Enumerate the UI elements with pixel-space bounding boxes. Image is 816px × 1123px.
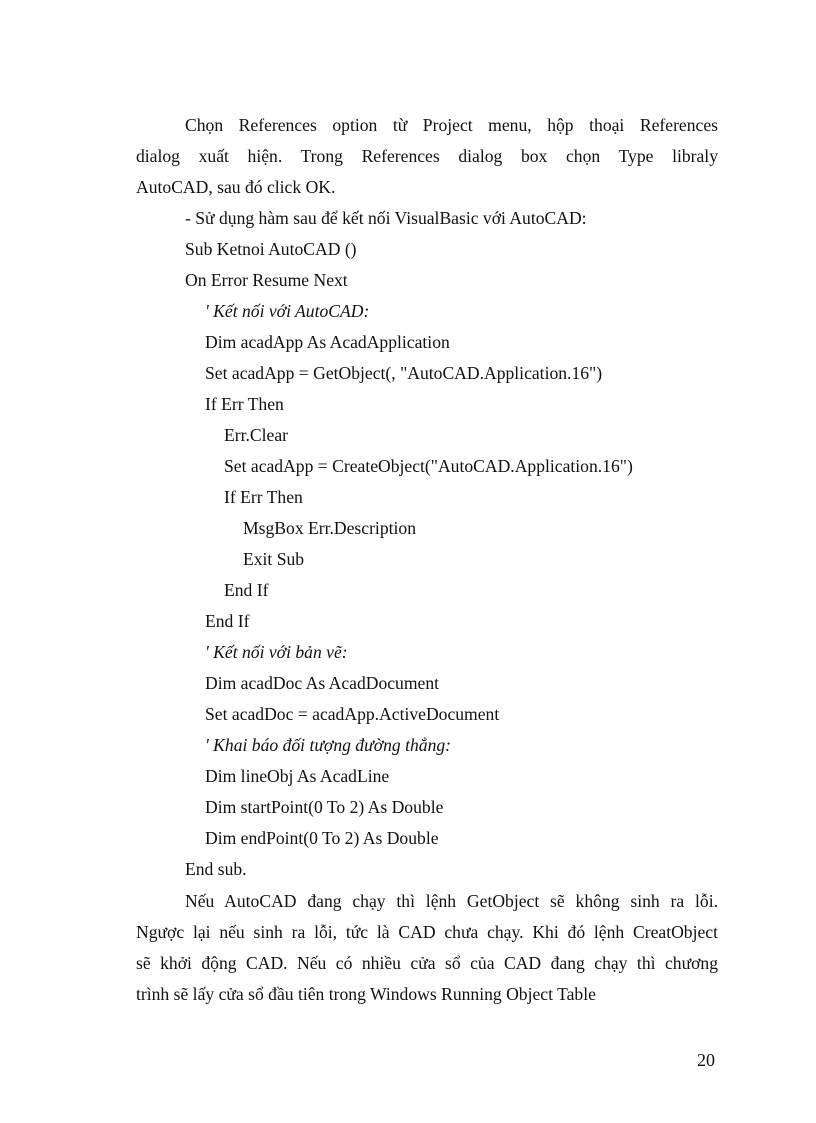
code-line: Exit Sub: [243, 549, 305, 569]
paragraph-line: Nếu AutoCAD đang chạy thì lệnh GetObject sẽ không sinh ra lỗi.: [185, 891, 718, 911]
instruction-line: - Sử dụng hàm sau để kết nối VisualBasic với AutoCAD:: [185, 208, 587, 228]
code-line: Set acadApp = CreateObject("AutoCAD.Application.16"): [224, 456, 633, 476]
code-comment: ' Kết nối với AutoCAD:: [205, 301, 370, 321]
code-line: If Err Then: [224, 487, 303, 507]
code-line: End If: [205, 611, 250, 631]
paragraph-line: Chọn References option từ Project menu, hộp thoại References: [185, 115, 718, 135]
code-line: Dim acadDoc As AcadDocument: [205, 673, 440, 693]
code-comment: ' Khai báo đối tượng đường thẳng:: [205, 735, 452, 755]
paragraph-line: AutoCAD, sau đó click OK.: [136, 177, 336, 197]
code-line: MsgBox Err.Description: [243, 518, 416, 538]
code-line: Sub Ketnoi AutoCAD (): [185, 239, 357, 259]
code-line: On Error Resume Next: [185, 270, 348, 290]
code-line: Set acadDoc = acadApp.ActiveDocument: [205, 704, 500, 724]
code-line: Dim endPoint(0 To 2) As Double: [205, 828, 439, 848]
page-number: 20: [697, 1050, 715, 1070]
code-line: End If: [224, 580, 269, 600]
paragraph-line: trình sẽ lấy cửa sổ đầu tiên trong Windows Running Object Table: [136, 984, 596, 1004]
code-line: End sub.: [185, 859, 247, 879]
paragraph-line: Ngược lại nếu sinh ra lỗi, tức là CAD chưa chạy. Khi đó lệnh CreatObject: [136, 922, 718, 942]
paragraph-line: dialog xuất hiện. Trong References dialog box chọn Type libraly: [136, 146, 718, 166]
code-line: Dim startPoint(0 To 2) As Double: [205, 797, 444, 817]
paragraph-line: sẽ khởi động CAD. Nếu có nhiều cửa sổ của CAD đang chạy thì chương: [136, 953, 718, 973]
code-line: Dim lineObj As AcadLine: [205, 766, 390, 786]
code-comment: ' Kết nối với bản vẽ:: [205, 642, 348, 662]
explanation-paragraph: [136, 886, 718, 1010]
code-line: Dim acadApp As AcadApplication: [205, 332, 450, 352]
intro-paragraph: [136, 110, 718, 203]
code-line: Set acadApp = GetObject(, "AutoCAD.Application.16"): [205, 363, 603, 383]
code-line: Err.Clear: [224, 425, 288, 445]
code-line: If Err Then: [205, 394, 284, 414]
